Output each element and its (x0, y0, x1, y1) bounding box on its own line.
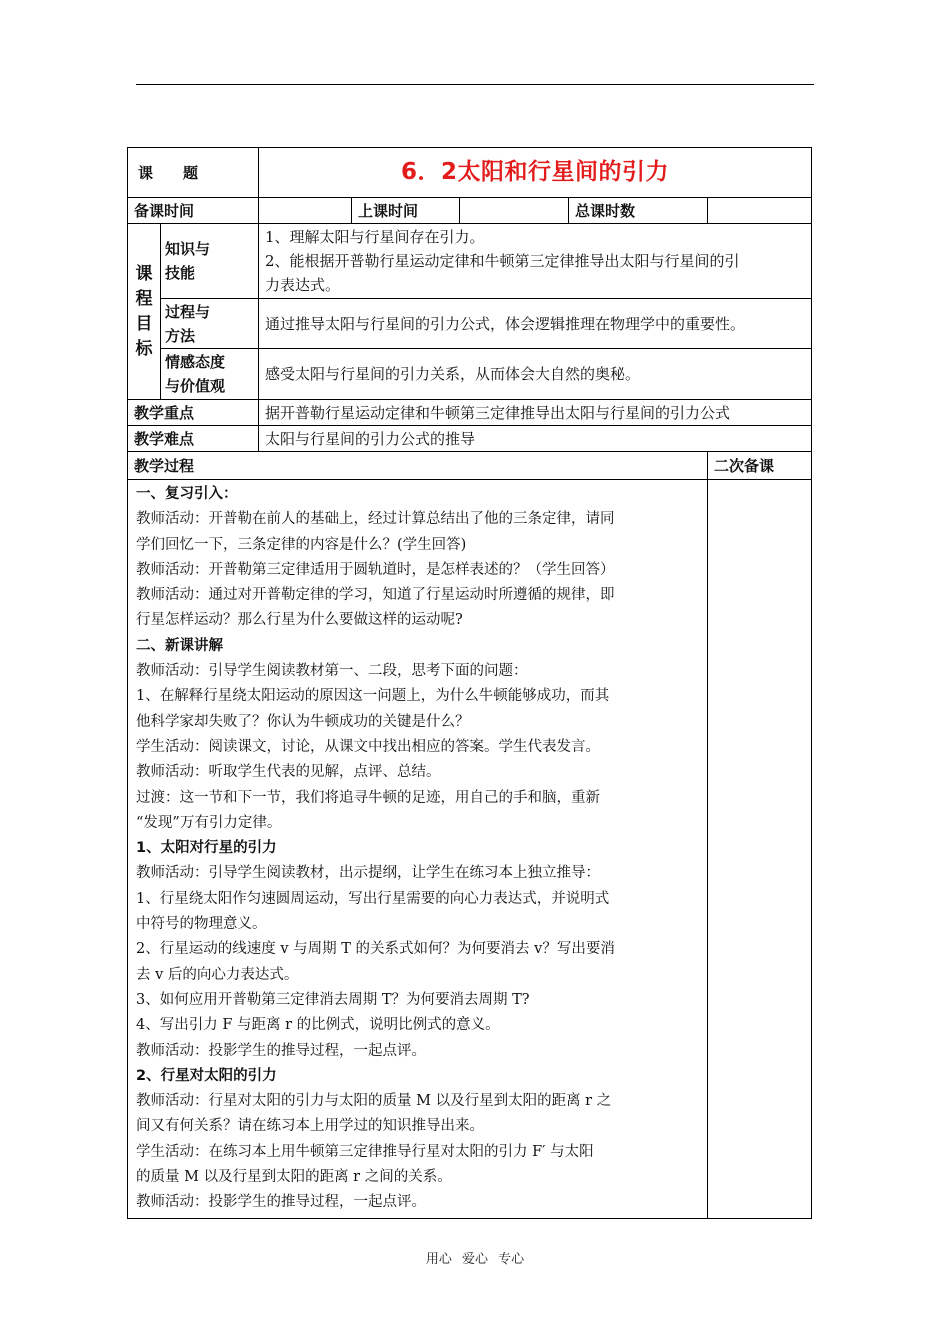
objective-content-emotion: 感受太阳与行星间的引力关系，从而体会大自然的奥秘。 (259, 349, 812, 400)
process-line: 2、行星运动的线速度 v 与周期 T 的关系式如何？为何要消去 v？写出要消 (136, 941, 615, 958)
second-prep-notes (708, 480, 812, 1219)
process-line: 中符号的物理意义。 (136, 916, 267, 933)
objective-label-emotion: 情感态度 与价值观 (161, 349, 259, 400)
process-line: “发现”万有引力定律。 (136, 814, 282, 831)
key-point-row (128, 400, 812, 426)
process-line: 教师活动：引导学生阅读教材第一、二段，思考下面的问题： (136, 663, 528, 680)
total-hours-value (708, 198, 812, 224)
process-line: 间又有何关系？请在练习本上用学过的知识推导出来。 (136, 1118, 484, 1135)
objective-row-knowledge (128, 224, 812, 299)
process-heading: 一、复习引入： (136, 486, 238, 502)
time-row (128, 198, 812, 224)
objective-content-knowledge: 1、理解太阳与行星间存在引力。 2、能根据开普勒行星运动定律和牛顿第三定律推导出太阳与行星间的引 力表达式。 (259, 224, 812, 299)
process-content (128, 480, 708, 1219)
process-body-row (128, 480, 812, 1219)
process-line: 教师活动：投影学生的推导过程，一起点评。 (136, 1042, 426, 1059)
process-line: 他科学家却失败了？你认为牛顿成功的关键是什么？ (136, 713, 470, 730)
class-time-label: 上课时间 (352, 198, 460, 224)
objective-label-process: 过程与 方法 (161, 299, 259, 349)
process-line: 1、行星绕太阳作匀速圆周运动，写出行星需要的向心力表达式，并说明式 (136, 890, 610, 907)
total-hours-label: 总课时数 (569, 198, 708, 224)
process-line: 教师活动：引导学生阅读教材，出示提纲，让学生在练习本上独立推导： (136, 865, 600, 882)
objective-row-emotion (128, 349, 812, 400)
key-point-label: 教学重点 (128, 400, 259, 426)
title-row (128, 148, 812, 198)
process-line: 的质量 M 以及行星到太阳的距离 r 之间的关系。 (136, 1169, 452, 1186)
page-title: 6．2太阳和行星间的引力 (401, 158, 670, 185)
difficulty-row (128, 426, 812, 452)
difficulty-value: 太阳与行星间的引力公式的推导 (259, 426, 812, 452)
process-line: 教师活动：听取学生代表的见解，点评、总结。 (136, 764, 441, 781)
process-line: 学生活动：阅读课文，讨论，从课文中找出相应的答案。学生代表发言。 (136, 738, 600, 755)
process-heading: 二、新课讲解 (136, 637, 223, 654)
objective-row-process (128, 299, 812, 349)
process-line: 1、在解释行星绕太阳运动的原因这一问题上，为什么牛顿能够成功，而其 (136, 688, 610, 705)
process-line: 过渡：这一节和下一节，我们将追寻牛顿的足迹，用自己的手和脑，重新 (136, 789, 600, 806)
footer-part: 专心 (498, 1252, 525, 1267)
process-heading: 2、行星对太阳的引力 (136, 1067, 277, 1084)
process-line: 教师活动：行星对太阳的引力与太阳的质量 M 以及行星到太阳的距离 r 之 (136, 1093, 612, 1110)
footer-part: 爱心 (461, 1252, 488, 1267)
subject-label: 课 题 (128, 148, 259, 198)
prep-time-value (259, 198, 352, 224)
difficulty-label: 教学难点 (128, 426, 259, 452)
process-line: 3、如何应用开普勒第三定律消去周期 T？为何要消去周期 T? (136, 991, 530, 1008)
header-rule (136, 84, 814, 85)
process-line: 行星怎样运动？那么行星为什么要做这样的运动呢? (136, 612, 463, 629)
second-prep-label: 二次备课 (708, 452, 812, 480)
footer-part: 用心 (425, 1252, 452, 1267)
process-line: 教师活动：投影学生的推导过程，一起点评。 (136, 1194, 426, 1211)
process-line: 4、写出引力 F 与距离 r 的比例式，说明比例式的意义。 (136, 1017, 500, 1034)
process-line: 学生活动：在练习本上用牛顿第三定律推导行星对太阳的引力 F′ 与太阳 (136, 1143, 594, 1160)
objective-content-process: 通过推导太阳与行星间的引力公式，体会逻辑推理在物理学中的重要性。 (259, 299, 812, 349)
prep-time-label: 备课时间 (128, 198, 259, 224)
process-header-row (128, 452, 812, 480)
lesson-plan-table (127, 147, 812, 1219)
process-label: 教学过程 (128, 452, 708, 480)
class-time-value (460, 198, 569, 224)
key-point-value: 据开普勒行星运动定律和牛顿第三定律推导出太阳与行星间的引力公式 (259, 400, 812, 426)
process-line: 教师活动：开普勒第三定律适用于圆轨道时，是怎样表述的？（学生回答） (136, 561, 615, 578)
page-footer (0, 1248, 950, 1267)
objective-label-knowledge: 知识与 技能 (161, 224, 259, 299)
process-line: 教师活动：开普勒在前人的基础上，经过计算总结出了他的三条定律，请同 (136, 511, 615, 528)
process-line: 学们回忆一下，三条定律的内容是什么？(学生回答) (136, 536, 467, 553)
process-line: 去 v 后的向心力表达式。 (136, 966, 299, 983)
objectives-label: 课 程 目 标 (128, 224, 161, 400)
process-heading: 1、太阳对行星的引力 (136, 840, 277, 857)
process-line: 教师活动：通过对开普勒定律的学习，知道了行星运动时所遵循的规律，即 (136, 587, 615, 604)
title-cell (259, 148, 812, 198)
